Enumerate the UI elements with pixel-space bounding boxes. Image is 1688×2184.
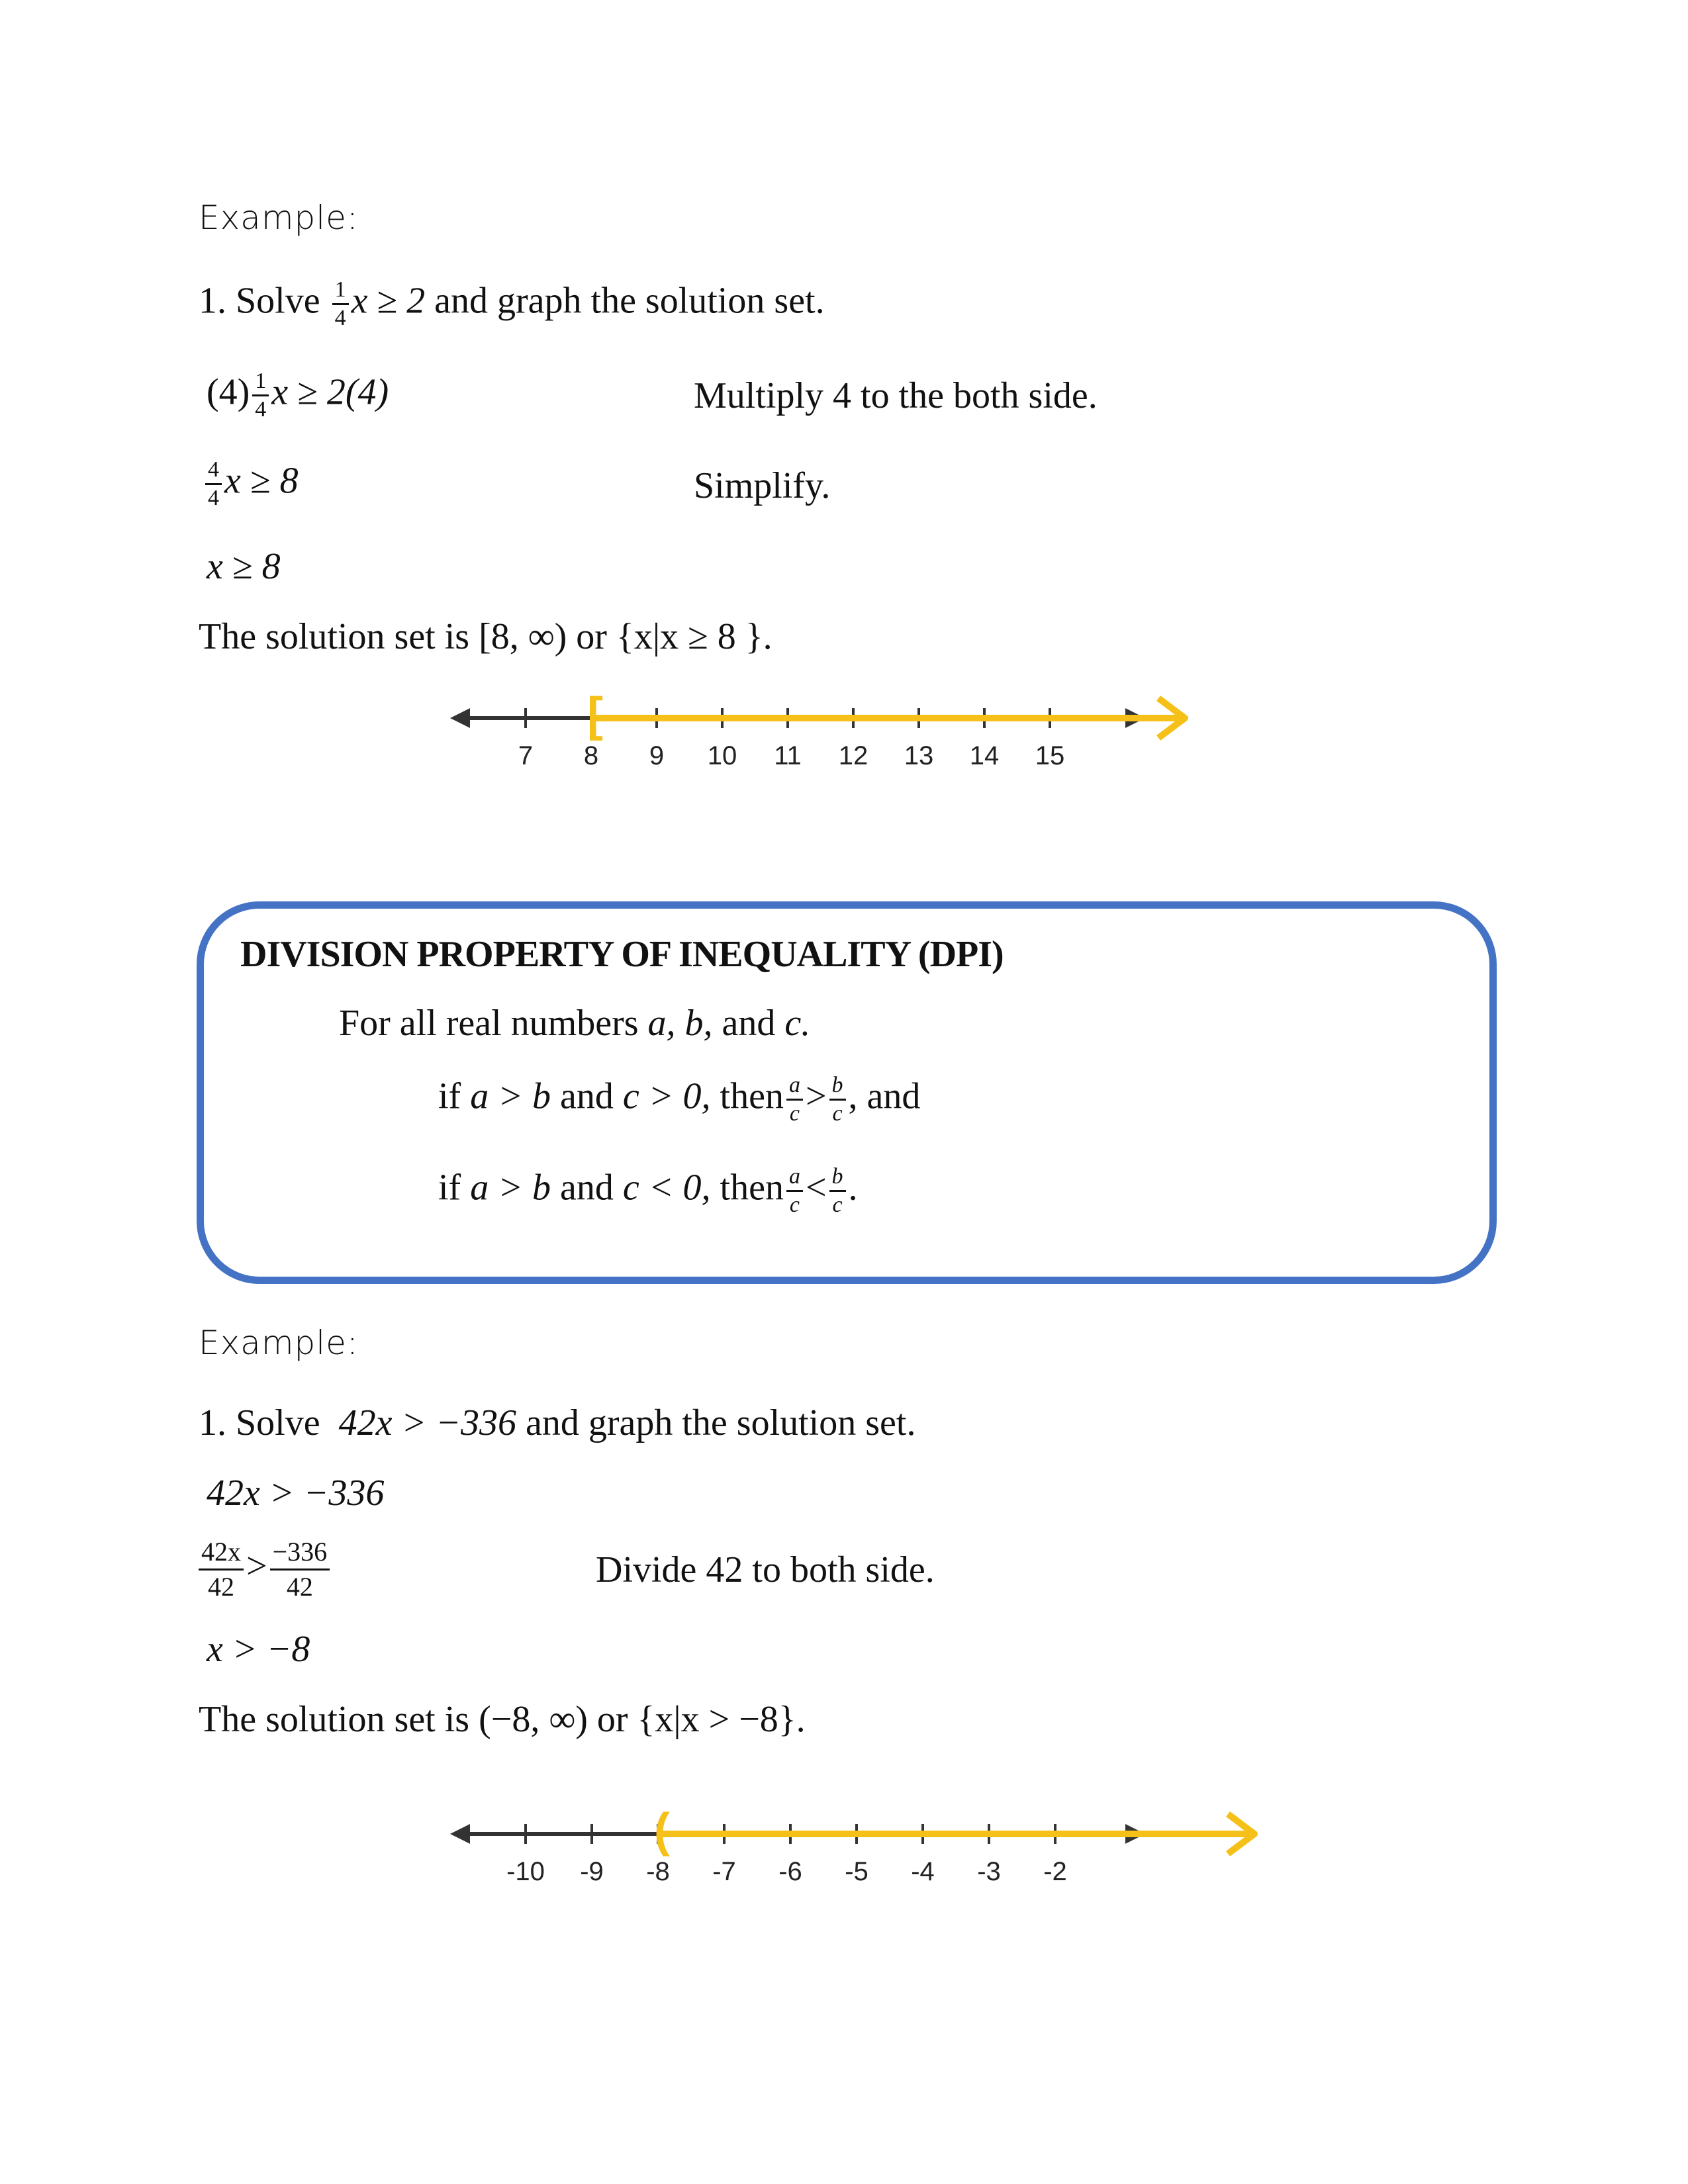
step1-prefix: (4) bbox=[207, 371, 250, 413]
tick-label: -2 bbox=[1043, 1857, 1067, 1886]
fraction-denominator: c bbox=[789, 1193, 800, 1217]
intro-vars: a, b, bbox=[647, 1003, 713, 1044]
example2-step2 bbox=[196, 1535, 332, 1604]
tick-label: 9 bbox=[649, 741, 665, 770]
fraction-denominator: c bbox=[789, 1101, 800, 1126]
tick-label: 13 bbox=[904, 741, 934, 770]
example1-problem bbox=[199, 277, 825, 332]
example2-step3: x > −8 bbox=[207, 1629, 310, 1670]
problem-suffix: and graph the solution set. bbox=[434, 280, 825, 322]
rule-operator: < bbox=[805, 1167, 827, 1208]
intro-c: c. bbox=[784, 1003, 811, 1044]
fraction-numerator: 4 bbox=[205, 457, 222, 485]
fraction-numerator: 42x bbox=[199, 1535, 244, 1570]
example2-step2-note: Divide 42 to both side. bbox=[596, 1549, 935, 1590]
fraction-denominator: c bbox=[832, 1101, 843, 1126]
number-line-1 bbox=[437, 682, 1205, 781]
rule-then: then bbox=[720, 1075, 784, 1117]
step2-fraction bbox=[205, 457, 222, 512]
tick-label: 10 bbox=[707, 741, 737, 770]
rule-then: then bbox=[720, 1167, 784, 1208]
example2-problem bbox=[199, 1402, 915, 1444]
fraction-b-over-c bbox=[829, 1072, 846, 1127]
rule-operator: > bbox=[805, 1075, 827, 1117]
tick-label: -6 bbox=[778, 1857, 802, 1886]
step2-expression: x ≥ 8 bbox=[224, 460, 299, 502]
tick-label: 14 bbox=[969, 741, 1000, 770]
left-arrowhead bbox=[450, 708, 470, 728]
fraction-numerator: 1 bbox=[252, 368, 269, 396]
fraction-denominator: 4 bbox=[334, 306, 346, 330]
problem-prefix: 1. Solve bbox=[199, 1402, 320, 1443]
tick-label: -9 bbox=[580, 1857, 604, 1886]
open-endpoint-parenthesis: ( bbox=[654, 1804, 670, 1857]
tick-label: -4 bbox=[911, 1857, 935, 1886]
rule-condition: a > b bbox=[470, 1075, 551, 1117]
left-arrowhead bbox=[450, 1824, 470, 1844]
intro-and: and bbox=[722, 1003, 776, 1044]
example1-step2-note: Simplify. bbox=[694, 465, 831, 506]
tick-label: 11 bbox=[774, 741, 802, 770]
example1-step1-note: Multiply 4 to the both side. bbox=[694, 375, 1098, 416]
example2-step1: 42x > −336 bbox=[207, 1473, 385, 1514]
tick-label: -3 bbox=[977, 1857, 1001, 1886]
example1-step1 bbox=[207, 368, 389, 423]
intro-text: For all real numbers bbox=[339, 1003, 639, 1044]
step1-expression: x ≥ 2(4) bbox=[271, 371, 389, 413]
fraction-denominator: c bbox=[832, 1193, 843, 1217]
fraction-numerator: a bbox=[786, 1163, 803, 1192]
step1-fraction bbox=[252, 368, 269, 423]
dpi-rule-1 bbox=[438, 1072, 920, 1127]
example2-heading: Example: bbox=[199, 1324, 359, 1362]
fraction-numerator: 1 bbox=[332, 277, 349, 305]
problem-prefix: 1. Solve bbox=[199, 280, 320, 322]
fraction-numerator: a bbox=[786, 1072, 803, 1101]
rule-and: and bbox=[560, 1167, 614, 1208]
dpi-intro bbox=[339, 1002, 810, 1044]
example1-step3: x ≥ 8 bbox=[207, 546, 281, 587]
example1-step2 bbox=[203, 457, 299, 512]
rule-condition: c > 0, bbox=[622, 1075, 711, 1117]
tick-label: -10 bbox=[506, 1857, 545, 1886]
example1-solution-text: The solution set is [8, ∞) or {x|x ≥ 8 }. bbox=[199, 616, 773, 657]
tick-label: 8 bbox=[583, 741, 599, 770]
fraction-a-over-c bbox=[786, 1163, 803, 1218]
dpi-rule-2 bbox=[438, 1163, 858, 1218]
rule-condition: c < 0, bbox=[622, 1167, 711, 1208]
closed-endpoint-bracket: [ bbox=[587, 688, 603, 741]
fraction-denominator: 4 bbox=[208, 486, 219, 510]
rule-tail: . bbox=[848, 1167, 858, 1208]
fraction-numerator: b bbox=[829, 1163, 846, 1192]
fraction-denominator: 42 bbox=[286, 1572, 313, 1602]
problem-expression: 42x > −336 bbox=[338, 1402, 516, 1443]
fraction-numerator: b bbox=[829, 1072, 846, 1101]
problem-suffix: and graph the solution set. bbox=[526, 1402, 916, 1443]
fraction-denominator: 42 bbox=[208, 1572, 234, 1602]
step2-fraction-right bbox=[270, 1535, 330, 1604]
rule-if: if bbox=[438, 1075, 461, 1117]
problem-fraction bbox=[332, 277, 349, 332]
tick-label: -5 bbox=[845, 1857, 868, 1886]
rule-and: and bbox=[560, 1075, 614, 1117]
rule-if: if bbox=[438, 1167, 461, 1208]
tick-label: 12 bbox=[838, 741, 868, 770]
step2-operator: > bbox=[246, 1545, 267, 1587]
tick-label: -7 bbox=[712, 1857, 736, 1886]
fraction-denominator: 4 bbox=[255, 397, 267, 422]
tick-label: 15 bbox=[1035, 741, 1065, 770]
tick-label: 7 bbox=[518, 741, 534, 770]
dpi-title: DIVISION PROPERTY OF INEQUALITY (DPI) bbox=[240, 934, 1004, 975]
rule-condition: a > b bbox=[470, 1167, 551, 1208]
fraction-numerator: −336 bbox=[270, 1535, 330, 1570]
fraction-a-over-c bbox=[786, 1072, 803, 1127]
example1-heading: Example: bbox=[199, 199, 359, 237]
tick-label: -8 bbox=[646, 1857, 670, 1886]
problem-expression: x ≥ 2 bbox=[351, 280, 426, 322]
rule-tail: , and bbox=[848, 1075, 921, 1117]
example2-solution-text: The solution set is (−8, ∞) or {x|x > −8}. bbox=[199, 1699, 806, 1740]
step2-fraction-left bbox=[199, 1535, 244, 1604]
fraction-b-over-c bbox=[829, 1163, 846, 1218]
number-line-2 bbox=[437, 1797, 1271, 1897]
